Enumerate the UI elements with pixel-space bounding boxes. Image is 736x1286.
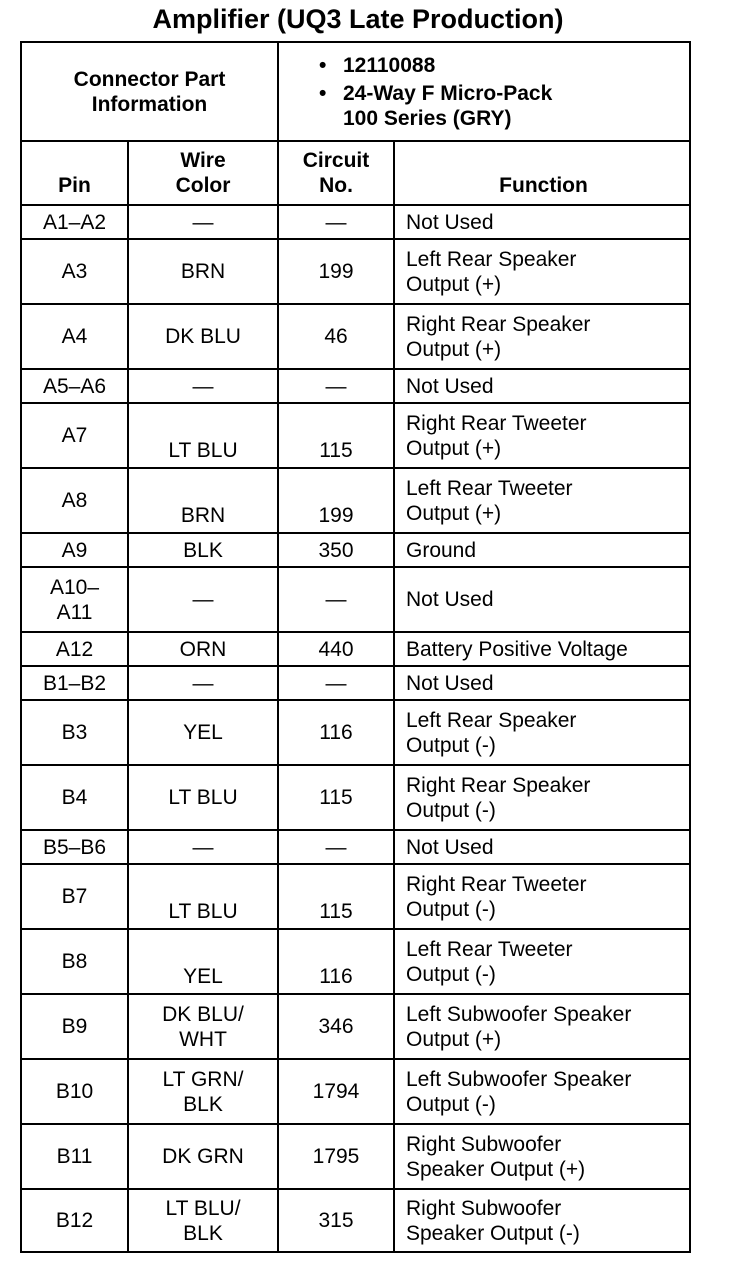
function-cell-line: Output (-) — [406, 798, 496, 822]
wire-color-cell — [128, 567, 278, 632]
pin-cell — [21, 533, 128, 567]
table-row — [21, 700, 690, 765]
wire-color-cell-line: — — [192, 374, 214, 398]
circuit-cell: 346 — [278, 994, 394, 1059]
function-cell-line: Not Used — [406, 374, 494, 398]
pin-cell-line: B5–B6 — [42, 835, 107, 859]
table-row — [21, 765, 690, 830]
circuit-cell: 315 — [278, 1189, 394, 1252]
wire-color-cell-line: YEL — [183, 721, 223, 744]
pin-cell-line: A12 — [55, 637, 94, 661]
part-number-item — [319, 53, 681, 78]
pin-cell — [21, 304, 128, 369]
pin-cell — [21, 666, 128, 700]
connector-label-line: Connector Part — [73, 67, 226, 91]
pin-cell-line: B11 — [56, 1145, 93, 1168]
pin-cell — [21, 1059, 128, 1124]
header-row — [21, 141, 690, 205]
pin-cell — [21, 632, 128, 666]
wire-color-cell — [128, 403, 278, 468]
function-cell-line: Left Rear Tweeter — [406, 476, 573, 500]
function-cell — [394, 239, 690, 304]
function-cell — [394, 533, 690, 567]
connector-info-row — [21, 42, 690, 141]
table-row — [21, 403, 690, 468]
wire-color-cell — [128, 666, 278, 700]
table-row — [21, 304, 690, 369]
header-function: Function — [394, 141, 690, 205]
function-cell — [394, 1124, 690, 1189]
table-row — [21, 205, 690, 239]
wire-color-cell — [128, 533, 278, 567]
pin-cell — [21, 567, 128, 632]
circuit-cell: 115 — [278, 765, 394, 830]
connector-table — [20, 41, 691, 1253]
function-cell-line: Battery Positive Voltage — [406, 637, 628, 661]
circuit-cell: 199 — [278, 239, 394, 304]
function-cell-line: Left Rear Speaker — [406, 708, 577, 732]
wire-color-cell-line: BLK — [183, 538, 223, 562]
pin-cell — [21, 765, 128, 830]
page-title: Amplifier (UQ3 Late Production) — [152, 4, 564, 34]
pin-cell-line: B7 — [61, 885, 88, 908]
wire-color-cell-line: LT BLU — [168, 900, 238, 923]
table-row — [21, 864, 690, 929]
pin-cell-line: A1–A2 — [42, 210, 107, 234]
function-cell-line: Not Used — [406, 671, 494, 695]
table-row — [21, 929, 690, 994]
circuit-cell: — — [278, 567, 394, 632]
table-row — [21, 1189, 690, 1252]
circuit-cell: 440 — [278, 632, 394, 666]
wire-color-cell-line: LT BLU — [168, 786, 238, 809]
circuit-cell: — — [278, 830, 394, 864]
function-cell-line: Right Rear Speaker — [406, 773, 591, 797]
wire-color-cell-line: — — [192, 588, 214, 611]
wire-color-cell-line: WHT — [179, 1027, 227, 1051]
pin-cell — [21, 864, 128, 929]
pin-cell-line: B8 — [61, 950, 88, 973]
pin-cell-line: B9 — [61, 1015, 88, 1038]
pin-cell-line: A7 — [61, 424, 88, 447]
table-row — [21, 666, 690, 700]
wire-color-cell-line: LT BLU — [168, 439, 238, 462]
function-cell-line: Right Subwoofer — [406, 1196, 562, 1220]
function-cell — [394, 929, 690, 994]
function-cell — [394, 369, 690, 403]
function-cell-line: Right Rear Speaker — [406, 312, 591, 336]
wire-color-cell — [128, 239, 278, 304]
function-cell — [394, 403, 690, 468]
function-cell-line: Not Used — [406, 835, 494, 859]
table-row — [21, 567, 690, 632]
pin-cell — [21, 830, 128, 864]
connector-part-label — [21, 42, 278, 141]
header-line: No. — [319, 174, 353, 197]
function-cell — [394, 765, 690, 830]
function-cell-line: Output (-) — [406, 1092, 496, 1116]
circuit-cell: 115 — [278, 864, 394, 929]
pin-cell — [21, 239, 128, 304]
table-row — [21, 994, 690, 1059]
function-cell-line: Ground — [406, 538, 477, 562]
function-cell — [394, 567, 690, 632]
pin-cell-line: A5–A6 — [42, 374, 107, 398]
function-cell — [394, 864, 690, 929]
wire-color-cell — [128, 205, 278, 239]
function-cell — [394, 632, 690, 666]
function-cell-line: Output (+) — [406, 501, 502, 525]
wire-color-cell — [128, 994, 278, 1059]
function-cell-line: Left Subwoofer Speaker — [406, 1067, 632, 1091]
function-cell — [394, 830, 690, 864]
wire-color-cell-line: DK BLU/ — [162, 1002, 244, 1026]
function-cell — [394, 1189, 690, 1252]
pin-cell-line: B1–B2 — [42, 671, 107, 695]
wire-color-cell-line: BLK — [183, 1092, 223, 1116]
pin-cell-line: B3 — [61, 721, 88, 744]
wire-color-cell — [128, 1189, 278, 1252]
wire-color-cell-line: — — [192, 835, 214, 859]
table-row — [21, 468, 690, 533]
wire-color-cell — [128, 632, 278, 666]
pin-cell — [21, 1189, 128, 1252]
function-cell-line: Not Used — [406, 210, 494, 234]
table-row — [21, 632, 690, 666]
bullet-icon: • — [319, 81, 327, 105]
circuit-cell: 115 — [278, 403, 394, 468]
table-row — [21, 369, 690, 403]
wire-color-cell — [128, 700, 278, 765]
header-wire-color — [128, 141, 278, 205]
pin-cell — [21, 1124, 128, 1189]
wire-color-cell-line: DK BLU — [165, 325, 241, 348]
function-cell — [394, 468, 690, 533]
wire-color-cell-line: ORN — [179, 637, 227, 661]
connector-part-info — [278, 42, 690, 141]
circuit-cell: 1795 — [278, 1124, 394, 1189]
circuit-cell: — — [278, 369, 394, 403]
function-cell — [394, 666, 690, 700]
function-cell-line: Right Subwoofer — [406, 1132, 562, 1156]
wire-color-cell-line: BRN — [180, 260, 226, 283]
wire-color-cell-line: BLK — [183, 1221, 223, 1245]
function-cell — [394, 205, 690, 239]
circuit-cell: 1794 — [278, 1059, 394, 1124]
function-cell — [394, 700, 690, 765]
circuit-cell: 116 — [278, 700, 394, 765]
wire-color-cell — [128, 369, 278, 403]
wire-color-cell-line: YEL — [183, 965, 223, 988]
pin-cell-line: A10– — [49, 575, 100, 599]
part-number: 12110088 — [343, 53, 436, 77]
pin-cell — [21, 369, 128, 403]
pin-cell — [21, 468, 128, 533]
pin-cell-line: B4 — [61, 786, 88, 809]
wire-color-cell — [128, 304, 278, 369]
table-row — [21, 830, 690, 864]
function-cell-line: Speaker Output (+) — [406, 1157, 586, 1181]
header-pin: Pin — [21, 141, 128, 205]
wire-color-cell — [128, 929, 278, 994]
pin-cell — [21, 700, 128, 765]
header-line: Circuit — [302, 149, 370, 172]
circuit-cell: 46 — [278, 304, 394, 369]
connector-description-item — [319, 81, 681, 131]
function-cell-line: Output (-) — [406, 962, 496, 986]
pin-cell-line: B12 — [55, 1209, 94, 1232]
wire-color-cell-line: — — [192, 210, 214, 234]
pin-cell-line: A3 — [61, 260, 88, 283]
pin-cell-line: A4 — [61, 325, 88, 348]
function-cell-line: Output (-) — [406, 897, 496, 921]
circuit-cell: — — [278, 666, 394, 700]
function-cell-line: Left Rear Speaker — [406, 247, 577, 271]
function-cell-line: Left Subwoofer Speaker — [406, 1002, 632, 1026]
header-line: Wire — [180, 149, 226, 172]
wire-color-cell-line: BRN — [180, 504, 226, 527]
connector-label-line: Information — [91, 92, 208, 116]
function-cell-line: Right Rear Tweeter — [406, 872, 587, 896]
function-cell-line: Not Used — [406, 588, 494, 611]
wire-color-cell-line: DK GRN — [162, 1145, 244, 1168]
header-circuit-no — [278, 141, 394, 205]
circuit-cell: 116 — [278, 929, 394, 994]
wire-color-cell — [128, 864, 278, 929]
function-cell — [394, 304, 690, 369]
connector-description-line: 24-Way F Micro-Pack — [343, 81, 553, 105]
pin-cell — [21, 205, 128, 239]
pin-cell — [21, 994, 128, 1059]
circuit-cell: 350 — [278, 533, 394, 567]
function-cell-line: Right Rear Tweeter — [406, 411, 587, 435]
connector-description-line: 100 Series (GRY) — [343, 106, 512, 130]
pin-cell-line: A11 — [56, 600, 93, 624]
function-cell — [394, 1059, 690, 1124]
pin-cell — [21, 929, 128, 994]
wire-color-cell — [128, 765, 278, 830]
bullet-icon: • — [319, 53, 327, 77]
function-cell — [394, 994, 690, 1059]
table-row — [21, 533, 690, 567]
pin-cell — [21, 403, 128, 468]
circuit-cell: — — [278, 205, 394, 239]
pin-cell-line: B10 — [55, 1080, 94, 1103]
function-cell-line: Left Rear Tweeter — [406, 937, 573, 961]
wire-color-cell-line: — — [192, 671, 214, 695]
function-cell-line: Output (+) — [406, 337, 502, 361]
table-row — [21, 239, 690, 304]
function-cell-line: Output (+) — [406, 272, 502, 296]
wire-color-cell-line: LT BLU/ — [165, 1196, 241, 1220]
header-line: Color — [175, 174, 231, 197]
function-cell-line: Output (-) — [406, 733, 496, 757]
circuit-cell: 199 — [278, 468, 394, 533]
pin-cell-line: A9 — [61, 538, 88, 562]
wire-color-cell — [128, 1124, 278, 1189]
function-cell-line: Speaker Output (-) — [406, 1221, 580, 1245]
function-cell-line: Output (+) — [406, 436, 502, 460]
wire-color-cell — [128, 468, 278, 533]
table-row — [21, 1059, 690, 1124]
wire-color-cell — [128, 1059, 278, 1124]
wire-color-cell — [128, 830, 278, 864]
function-cell-line: Output (+) — [406, 1027, 502, 1051]
table-row — [21, 1124, 690, 1189]
pin-cell-line: A8 — [61, 489, 88, 512]
wire-color-cell-line: LT GRN/ — [162, 1067, 244, 1091]
